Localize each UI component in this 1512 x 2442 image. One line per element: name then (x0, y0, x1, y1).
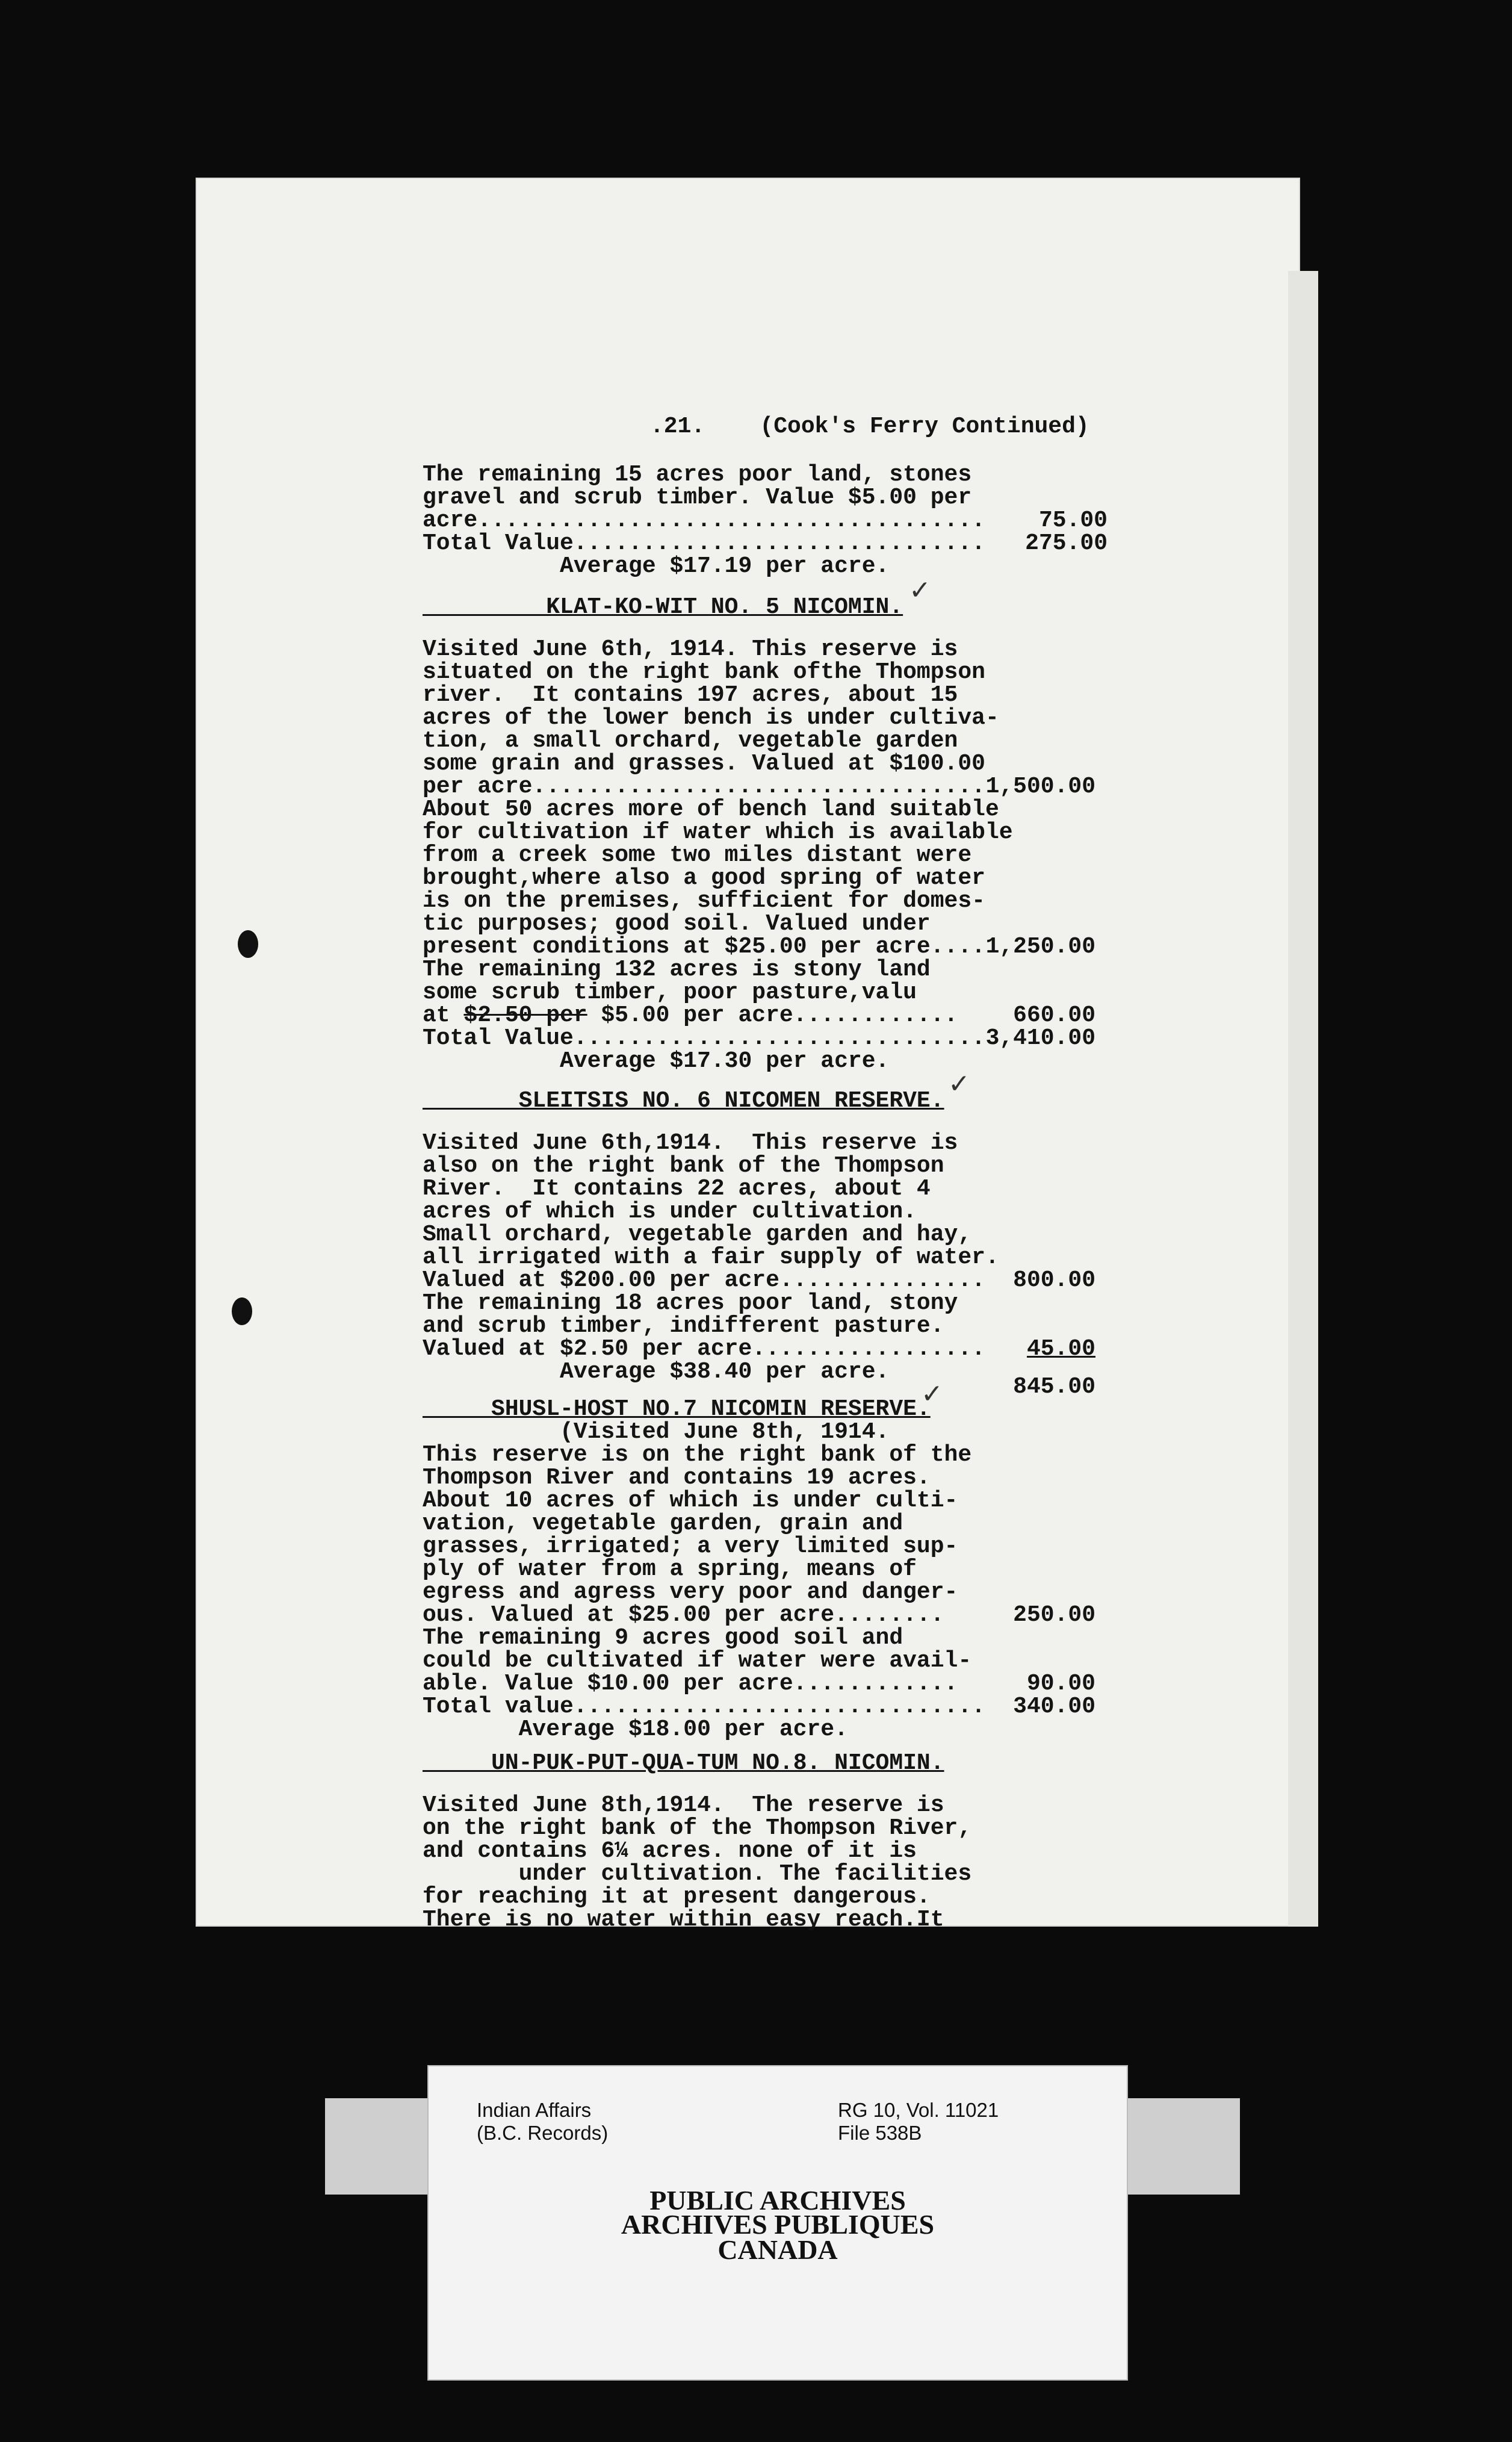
text-line: situated on the right bank ofthe Thompson (423, 659, 985, 685)
punch-hole (232, 1297, 252, 1325)
reference-line: File 538B (838, 2122, 922, 2144)
section-heading: SHUSL-HOST NO.7 NICOMIN RESERVE. (423, 1396, 931, 1422)
average-line: Average $17.19 per acre. (423, 553, 890, 579)
text-line: and contains 6¼ acres. none of it is (423, 1838, 917, 1864)
text-line: under cultivation. The facilities (423, 1861, 972, 1887)
text-line: River. It contains 22 acres, about 4 (423, 1176, 931, 1202)
text-line: some grain and grasses. Valued at $100.00 (423, 751, 985, 777)
text-line: Valued at $2.50 per acre................. (423, 1336, 985, 1362)
section-heading: SLEITSIS NO. 6 NICOMEN RESERVE. (423, 1088, 944, 1114)
amount: 250.00 (1013, 1602, 1095, 1628)
text-line: ply of water from a spring, means of (423, 1556, 917, 1582)
checkmark-icon: ✓ (909, 575, 931, 606)
amount: 1,250.00 (985, 934, 1095, 960)
text-line: The remaining 132 acres is stony land (423, 957, 931, 983)
amount: 90.00 (1026, 1671, 1095, 1697)
average-line: Average $17.30 per acre. (423, 1048, 890, 1074)
text-line: About 10 acres of which is under culti- (423, 1488, 958, 1514)
text-line: ous. Valued at $25.00 per acre........ (423, 1602, 944, 1628)
text-line: The remaining 9 acres good soil and (423, 1625, 903, 1651)
text-line: from a creek some two miles distant were (423, 842, 972, 868)
text-line: Total Value.............................. (423, 530, 985, 556)
text-line: grasses, irrigated; a very limited sup- (423, 1533, 958, 1559)
archive-label (427, 2065, 1128, 2381)
text-line: all irrigated with a fair supply of water. (423, 1244, 999, 1270)
amount: 800.00 (1013, 1267, 1095, 1293)
text-line: present conditions at $25.00 per acre.... (423, 934, 985, 960)
archives-title: ARCHIVES PUBLIQUES (621, 2209, 935, 2240)
amount: 3,410.00 (985, 1025, 1095, 1051)
amount: 275.00 (1025, 530, 1108, 556)
dept-line: (B.C. Records) (477, 2122, 609, 2144)
text-line: for reaching it at present dangerous. (423, 1884, 931, 1910)
text-line: There is no water within easy reach.It (423, 1907, 944, 1933)
text-line: Total value.............................. (423, 1694, 985, 1720)
text-line: could be cultivated if water were avail- (423, 1648, 972, 1674)
text-line: tion, a small orchard, vegetable garden (423, 728, 958, 754)
text-line: Visited June 6th,1914. This reserve is (423, 1130, 958, 1156)
text-line: is on the premises, sufficient for domes- (423, 888, 985, 914)
text-line: also on the right bank of the Thompson (423, 1153, 944, 1179)
section-heading: KLAT-KO-WIT NO. 5 NICOMIN. (423, 594, 903, 620)
text-line: Visited June 8th,1914. The reserve is (423, 1792, 944, 1818)
text-line: acres of the lower bench is under cultiva- (423, 705, 999, 731)
amount: 340.00 (1013, 1694, 1095, 1720)
text-line: Total Value.............................. (423, 1025, 985, 1051)
text-line: river. It contains 197 acres, about 15 (423, 682, 958, 708)
text-line: brought,where also a good spring of water (423, 865, 985, 891)
punch-hole (238, 930, 258, 958)
text-line: able. Value $10.00 per acre............ (423, 1671, 958, 1697)
text-line: Valued at $200.00 per acre............... (423, 1267, 985, 1293)
text-line: acre..................................... (423, 508, 985, 533)
amount: 45.00 (1026, 1336, 1095, 1362)
text-line: The remaining 18 acres poor land, stony (423, 1290, 958, 1316)
average-line: Average $18.00 per acre. (423, 1717, 848, 1742)
checkmark-icon: ✓ (948, 1069, 970, 1099)
dept-line: Indian Affairs (477, 2099, 592, 2121)
text-line: at $2.50 per $5.00 per acre............ (423, 1002, 958, 1028)
amount: 1,500.00 (985, 774, 1095, 800)
struck-text: $2.50 per (463, 1002, 587, 1028)
text-line: acres of which is under cultivation. (423, 1199, 917, 1225)
text-line: and scrub timber, indifferent pasture. (423, 1313, 944, 1339)
section-heading: UN-PUK-PUT-QUA-TUM NO.8. NICOMIN. (423, 1750, 944, 1776)
text-line: This reserve is on the right bank of the (423, 1442, 972, 1468)
page-edge (1288, 271, 1318, 1927)
text-line: gravel and scrub timber. Value $5.00 per (423, 485, 972, 511)
reference-line: RG 10, Vol. 11021 (838, 2099, 999, 2121)
text-line: Thompson River and contains 19 acres. (423, 1465, 931, 1491)
text-line: About 50 acres more of bench land suitable (423, 797, 999, 822)
checkmark-icon: ✓ (921, 1379, 943, 1409)
amount: 845.00 (1013, 1374, 1095, 1400)
page-header: .21. (Cook's Ferry Continued) (650, 414, 1089, 440)
amount: 75.00 (1038, 508, 1108, 533)
text-line: Visited June 6th, 1914. This reserve is (423, 636, 958, 662)
text-line: for cultivation if water which is available (423, 819, 1013, 845)
text-line: egress and agress very poor and danger- (423, 1579, 958, 1605)
text-line: per acre................................. (423, 774, 985, 800)
text-line: The remaining 15 acres poor land, stones (423, 462, 972, 488)
text-line: tic purposes; good soil. Valued under (423, 911, 931, 937)
text-line: on the right bank of the Thompson River, (423, 1815, 972, 1841)
text-line: (Visited June 8th, 1914. (423, 1419, 890, 1445)
archives-country: CANADA (717, 2234, 838, 2265)
text-line: Small orchard, vegetable garden and hay, (423, 1222, 972, 1247)
average-line: Average $38.40 per acre. (423, 1359, 890, 1385)
archives-title: PUBLIC ARCHIVES (649, 2185, 906, 2216)
amount: 660.00 (1013, 1002, 1095, 1028)
text-line: vation, vegetable garden, grain and (423, 1511, 903, 1536)
text-line: some scrub timber, poor pasture,valu (423, 980, 917, 1005)
